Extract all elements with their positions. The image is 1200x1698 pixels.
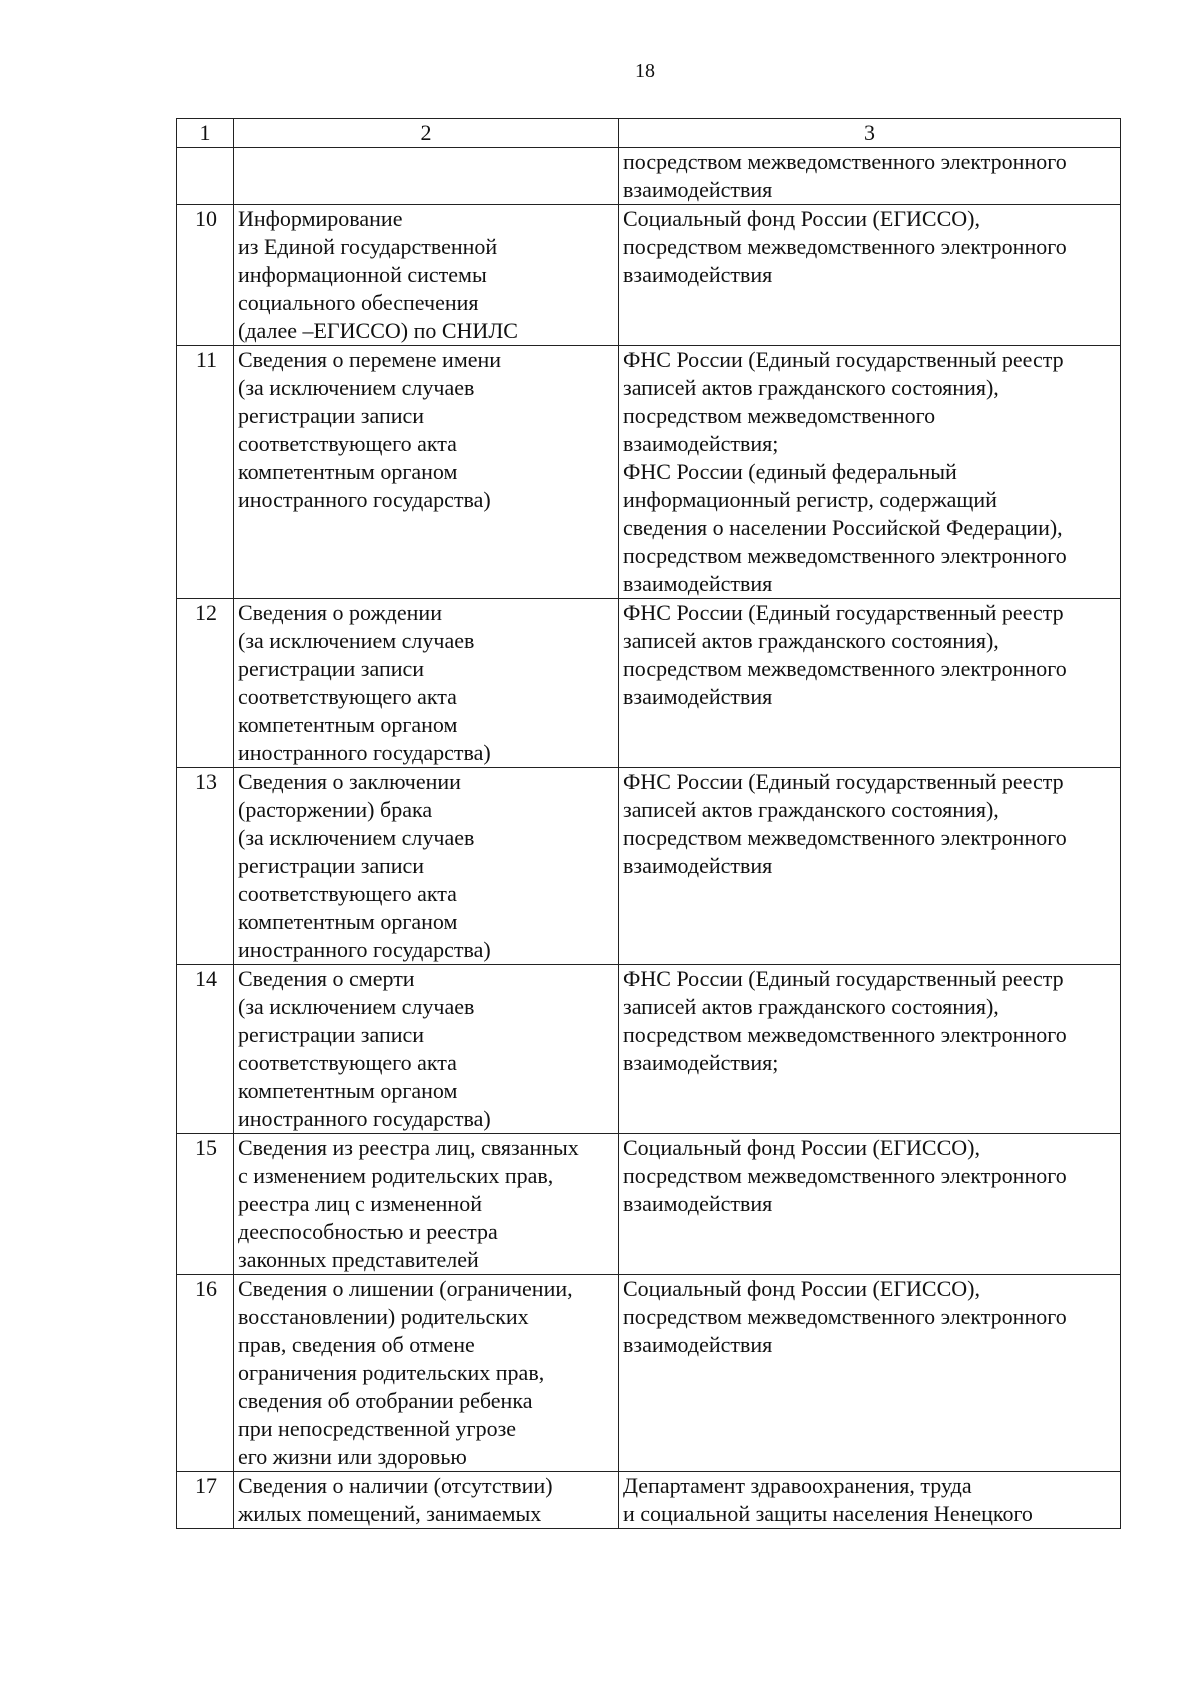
row-info: Сведения о смерти (за исключением случаев регистрации записи соответствующего акта компетентным органом иностранного государства)	[234, 965, 619, 1134]
row-number: 14	[177, 965, 234, 1134]
row-source: Социальный фонд России (ЕГИССО), посредством межведомственного электронного взаимодействия	[619, 205, 1121, 346]
row-number: 13	[177, 768, 234, 965]
document-table	[176, 118, 1121, 1529]
table-row	[177, 1275, 1121, 1472]
row-source: ФНС России (Единый государственный реестр записей актов гражданского состояния), посредством межведомственного электронного взаимодействия;	[619, 965, 1121, 1134]
row-info: Сведения о заключении (расторжении) брака (за исключением случаев регистрации записи соответствующего акта компетентным органом иностранного государства)	[234, 768, 619, 965]
row-number	[177, 148, 234, 205]
header-cell-2: 2	[234, 119, 619, 148]
row-number: 16	[177, 1275, 234, 1472]
row-source: Социальный фонд России (ЕГИССО), посредством межведомственного электронного взаимодействия	[619, 1134, 1121, 1275]
row-source: ФНС России (Единый государственный реестр записей актов гражданского состояния), посредством межведомственного взаимодействия; ФНС России (единый федеральный информационный регистр, содержащий сведения о населении Российской Федерации), посредством межведомственного электронного взаимодействия	[619, 346, 1121, 599]
row-number: 17	[177, 1472, 234, 1529]
row-source: ФНС России (Единый государственный реестр записей актов гражданского состояния), посредством межведомственного электронного взаимодействия	[619, 768, 1121, 965]
table-row	[177, 205, 1121, 346]
row-source: посредством межведомственного электронного взаимодействия	[619, 148, 1121, 205]
row-info: Сведения о лишении (ограничении, восстановлении) родительских прав, сведения об отмене ограничения родительских прав, сведения об отобрании ребенка при непосредственной угрозе его жизни или здоровью	[234, 1275, 619, 1472]
row-info: Сведения из реестра лиц, связанных с изменением родительских прав, реестра лиц с измененной дееспособностью и реестра законных представителей	[234, 1134, 619, 1275]
page-number: 18	[635, 60, 655, 82]
table-row	[177, 148, 1121, 205]
row-info	[234, 148, 619, 205]
table-row	[177, 346, 1121, 599]
row-source: Департамент здравоохранения, труда и социальной защиты населения Ненецкого	[619, 1472, 1121, 1529]
row-number: 12	[177, 599, 234, 768]
row-info: Сведения о наличии (отсутствии) жилых помещений, занимаемых	[234, 1472, 619, 1529]
table-row	[177, 965, 1121, 1134]
row-source: Социальный фонд России (ЕГИССО), посредством межведомственного электронного взаимодействия	[619, 1275, 1121, 1472]
row-source: ФНС России (Единый государственный реестр записей актов гражданского состояния), посредством межведомственного электронного взаимодействия	[619, 599, 1121, 768]
table-row	[177, 768, 1121, 965]
header-cell-3: 3	[619, 119, 1121, 148]
row-number: 11	[177, 346, 234, 599]
table-row	[177, 1472, 1121, 1529]
header-cell-1: 1	[177, 119, 234, 148]
table-row	[177, 1134, 1121, 1275]
row-number: 10	[177, 205, 234, 346]
table-header-row	[177, 119, 1121, 148]
row-info: Сведения о рождении (за исключением случаев регистрации записи соответствующего акта компетентным органом иностранного государства)	[234, 599, 619, 768]
row-info: Сведения о перемене имени (за исключением случаев регистрации записи соответствующего акта компетентным органом иностранного государства)	[234, 346, 619, 599]
row-info: Информирование из Единой государственной информационной системы социального обеспечения (далее –ЕГИССО) по СНИЛС	[234, 205, 619, 346]
table-row	[177, 599, 1121, 768]
row-number: 15	[177, 1134, 234, 1275]
